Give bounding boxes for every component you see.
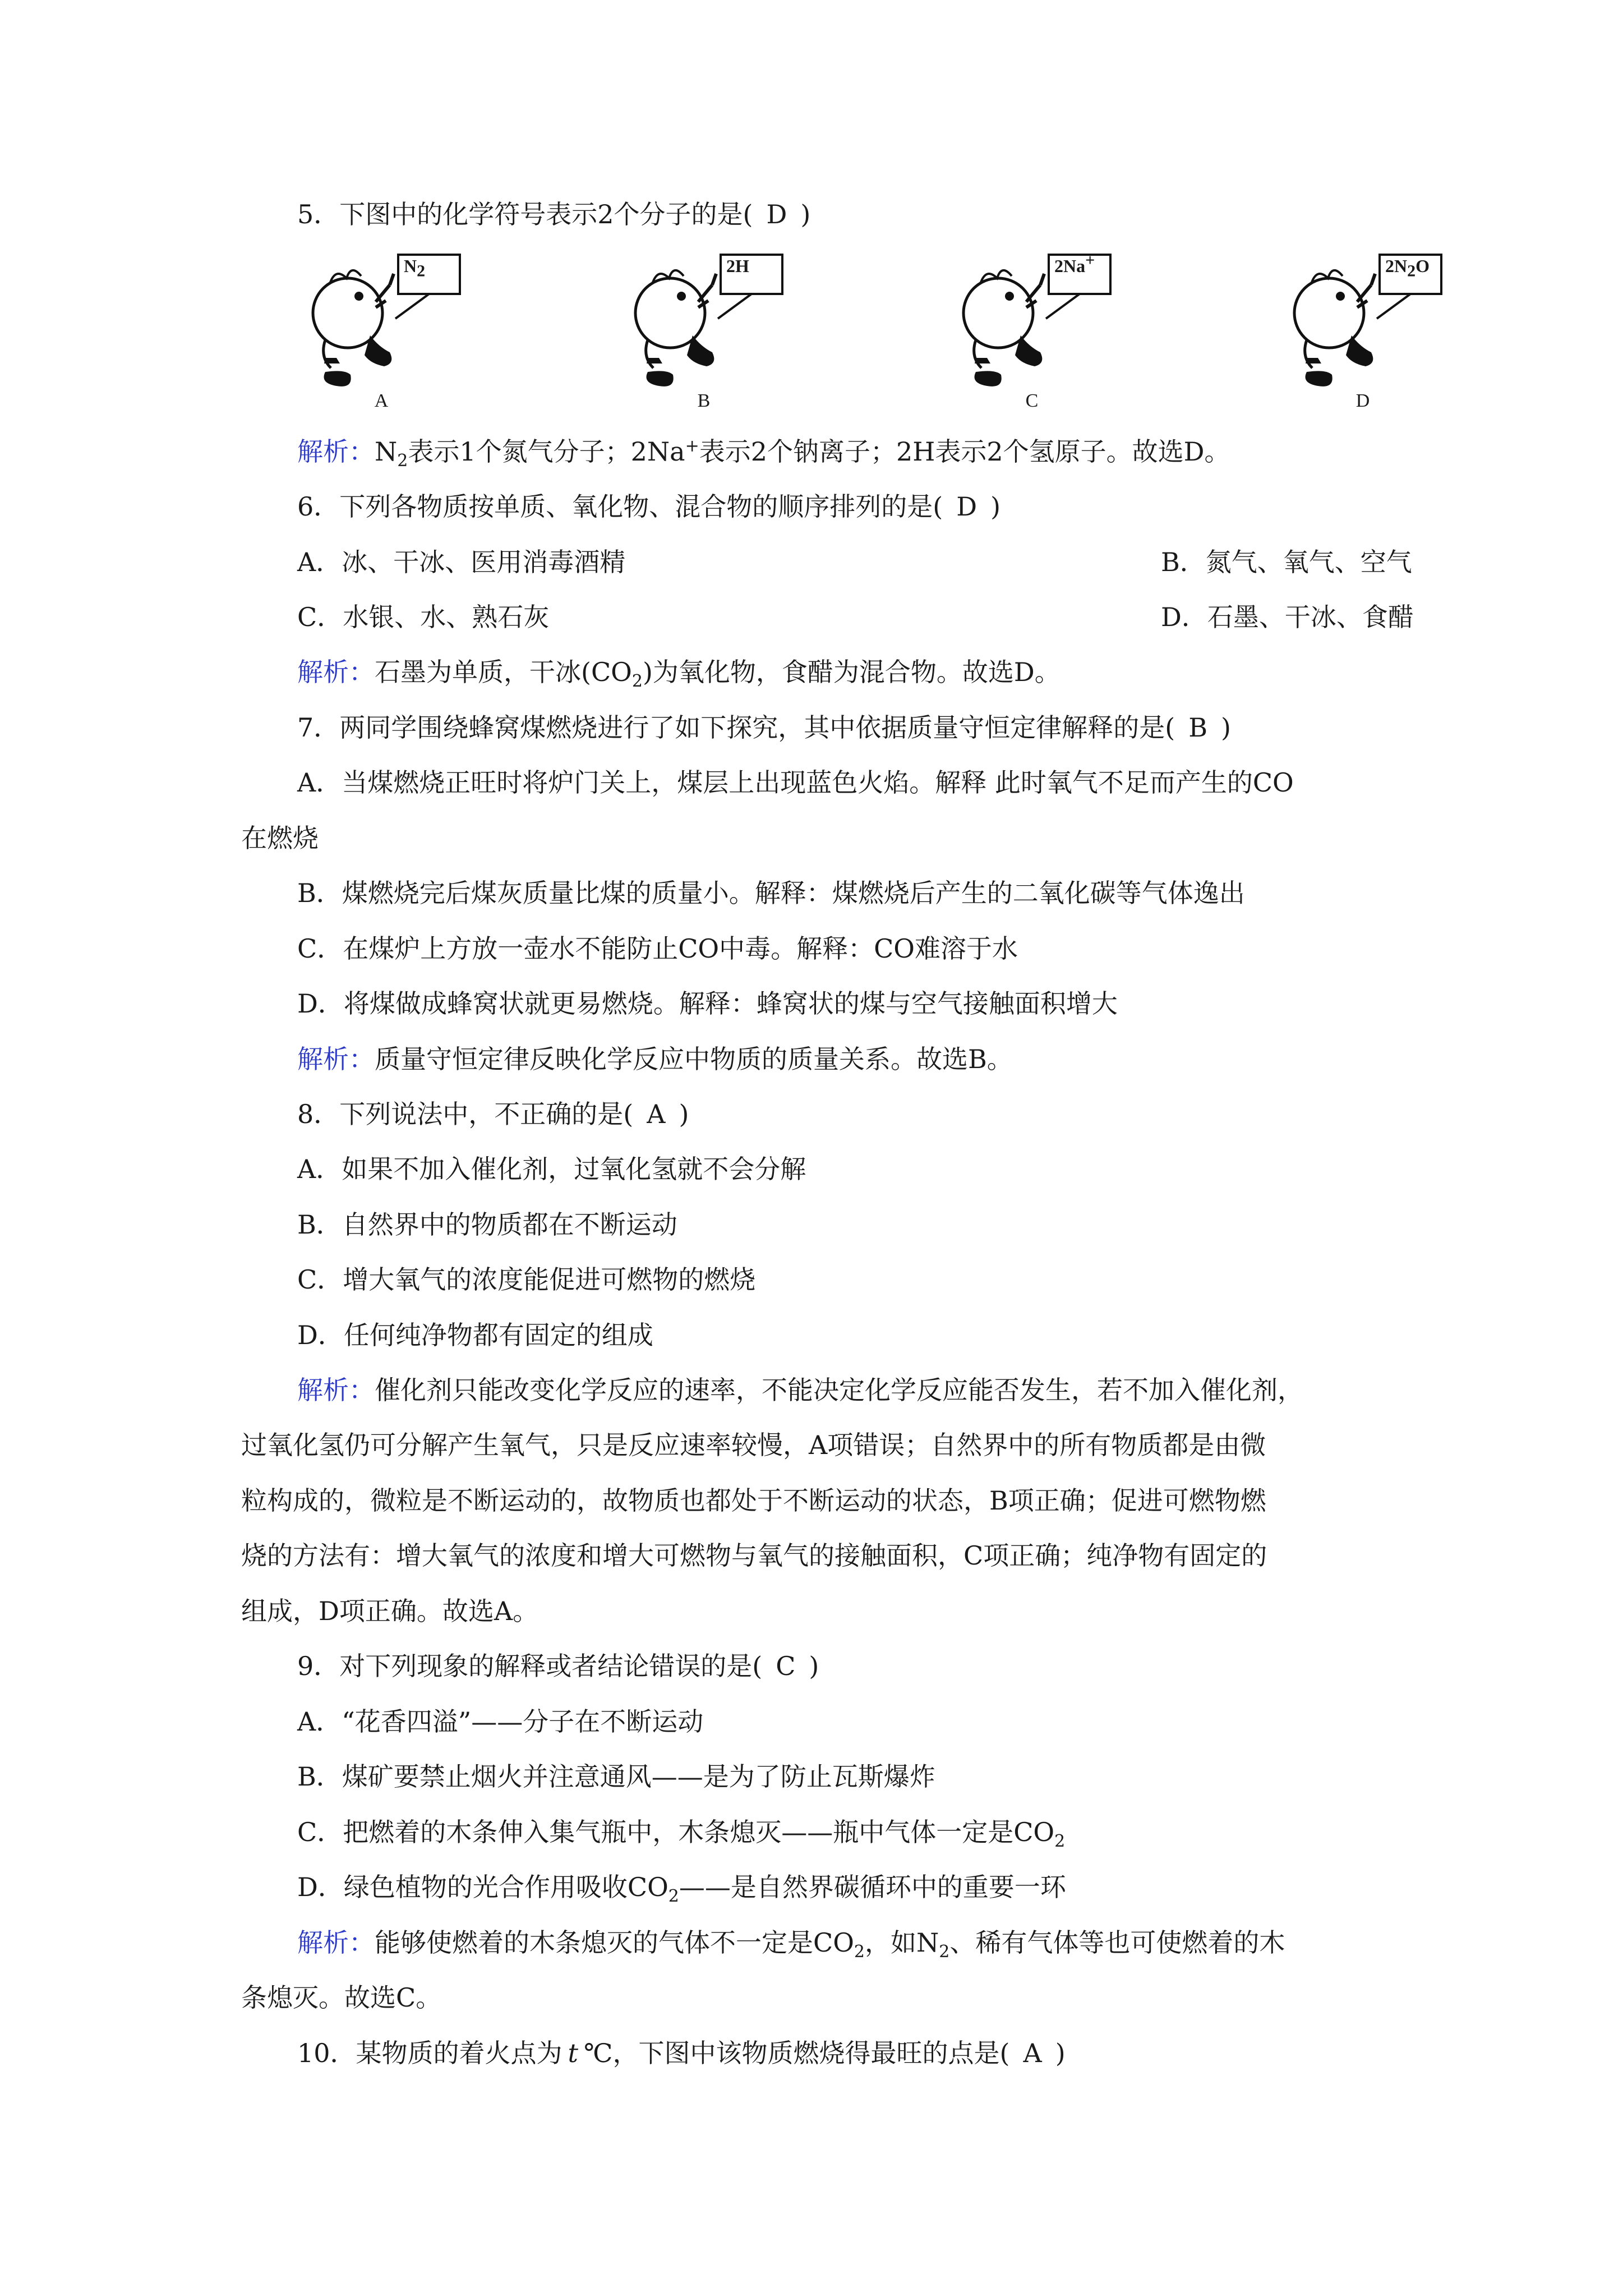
question-text: 8．下列说法中，不正确的是( [297,1099,634,1129]
question-8-option-c: C．增大氧气的浓度能促进可燃物的燃烧 [297,1264,756,1295]
question-7-option-c: C．在煤炉上方放一壶水不能防止CO中毒。解释：CO难溶于水 [297,933,1018,964]
figure-label: B [697,390,711,411]
question-5-figures [292,251,1481,420]
figure-a [292,251,482,420]
question-9-option-a: A．“花香四溢”——分子在不断运动 [297,1706,704,1737]
option-a: A．冰、干冰、医用消毒酒精 [297,547,626,577]
figure-label: C [1025,390,1039,411]
question-5-stem [297,197,810,231]
answer: D [766,199,787,229]
analysis-text: N [375,436,398,467]
question-9-option-b: B．煤矿要禁止烟火并注意通风——是为了防止瓦斯爆炸 [297,1761,935,1792]
question-9-stem [297,1649,819,1683]
question-text: 10．某物质的着火点为 [297,2038,562,2068]
option-text: C．把燃着的木条伸入集气瓶中，木条熄灭——瓶中气体一定是CO [297,1817,1055,1847]
question-5-analysis [297,435,1230,471]
question-6-options-row-2 [297,600,1623,634]
question-7-analysis [297,1042,1013,1076]
close-paren: ) [1055,2038,1066,2068]
figure-c [942,251,1133,420]
close-paren: ) [809,1651,819,1681]
variable-t: t [568,2038,579,2068]
option-b: B．氮气、氧气、空气 [1161,547,1412,577]
subscript: 2 [397,451,408,471]
question-9-option-d [297,1870,1066,1907]
question-9-analysis-line-2: 条熄灭。故选C。 [241,1982,442,2013]
subscript: 2 [854,1942,865,1962]
answer: D [956,491,978,522]
question-6-stem [297,490,1000,523]
question-6-options-row-1 [297,545,1623,579]
option-c: C．水银、水、熟石灰 [297,602,550,632]
analysis-text: ，如N [865,1927,939,1958]
close-paren: ) [800,199,811,229]
subscript: 2 [631,671,643,692]
analysis-label: 解析： [297,436,375,467]
chemical-symbol-label: 2Na+ [1054,251,1095,276]
analysis-label: 解析： [297,1375,375,1405]
analysis-text: 石墨为单质，干冰(CO [375,657,632,687]
question-8-option-d: D．任何纯净物都有固定的组成 [297,1320,653,1350]
question-text: 7．两同学围绕蜂窝煤燃烧进行了如下探究，其中依据质量守恒定律解释的是( [297,712,1175,743]
answer: C [776,1651,796,1681]
question-text: 9．对下列现象的解释或者结论错误的是( [297,1651,763,1681]
chemical-symbol-label: $N_2$ [404,256,426,280]
question-7-stem [297,711,1231,744]
superscript: + [685,436,699,456]
close-paren: ) [990,491,1001,522]
question-8-analysis-line-5: 组成，D项正确。故选A。 [241,1596,539,1626]
chemical-symbol-label: 2H [726,256,749,276]
option-text: D．绿色植物的光合作用吸收CO [297,1872,668,1902]
analysis-label: 解析： [297,657,375,687]
question-9-option-c [297,1815,1066,1852]
analysis-label: 解析： [297,1044,375,1074]
question-7-option-b: B．煤燃烧完后煤灰质量比煤的质量小。解释：煤燃烧后产生的二氧化碳等气体逸出 [297,878,1245,908]
question-10-stem [297,2036,1066,2070]
analysis-text: 质量守恒定律反映化学反应中物质的质量关系。故选B。 [375,1044,1013,1074]
question-8-analysis-line-2: 过氧化氢仍可分解产生氧气，只是反应速率较慢，A项错误；自然界中的所有物质都是由微 [241,1430,1266,1460]
chemical-symbol-label: $2N_2O$ [1385,256,1430,280]
close-paren: ) [679,1099,689,1129]
question-7-option-a: A．当煤燃烧正旺时将炉门关上，煤层上出现蓝色火焰。解释 此时氧气不足而产生的CO [297,767,1294,798]
question-7-option-a-cont: 在燃烧 [241,823,319,853]
question-text: ℃，下图中该物质燃烧得最旺的点是( [584,2038,1010,2068]
question-8-stem [297,1097,689,1131]
question-9-analysis-line-1 [297,1926,1285,1962]
analysis-text: 、稀有气体等也可使燃着的木 [949,1927,1285,1958]
question-6-analysis [297,655,1061,692]
subscript: 2 [668,1887,679,1907]
question-8-option-a: A．如果不加入催化剂，过氧化氢就不会分解 [297,1154,806,1184]
subscript: 2 [939,1942,950,1962]
figure-label: A [374,390,389,411]
option-text: ——是自然界碳循环中的重要一环 [679,1872,1066,1902]
analysis-text: 能够使燃着的木条熄灭的气体不一定是CO [375,1927,854,1958]
question-8-analysis-line-4: 烧的方法有：增大氧气的浓度和增大可燃物与氧气的接触面积，C项正确；纯净物有固定的 [241,1540,1267,1571]
analysis-label: 解析： [297,1927,375,1958]
answer: A [647,1099,666,1129]
subscript: 2 [1054,1832,1066,1852]
question-8-analysis-line-1 [297,1373,1303,1407]
option-d: D．石墨、干冰、食醋 [1161,602,1414,632]
question-text: 6．下列各物质按单质、氧化物、混合物的顺序排列的是( [297,491,943,522]
analysis-text: )为氧化物，食醋为混合物。故选D。 [642,657,1061,687]
question-text: 5．下图中的化学符号表示2个分子的是( [297,199,753,229]
question-8-analysis-line-3: 粒构成的，微粒是不断运动的，故物质也都处于不断运动的状态，B项正确；促进可燃物燃 [241,1485,1266,1516]
figure-d [1273,251,1464,420]
figure-b [614,251,805,420]
analysis-text: 催化剂只能改变化学反应的速率，不能决定化学反应能否发生，若不加入催化剂， [375,1375,1303,1405]
question-8-option-b: B．自然界中的物质都在不断运动 [297,1209,677,1240]
question-7-option-d: D．将煤做成蜂窝状就更易燃烧。解释：蜂窝状的煤与空气接触面积增大 [297,988,1118,1019]
answer: A [1023,2038,1042,2068]
analysis-text: 表示1个氮气分子；2Na [408,436,685,467]
answer: B [1188,712,1208,743]
close-paren: ) [1221,712,1231,743]
analysis-text: 表示2个钠离子；2H表示2个氢原子。故选D。 [699,436,1230,467]
figure-label: D [1355,390,1370,411]
